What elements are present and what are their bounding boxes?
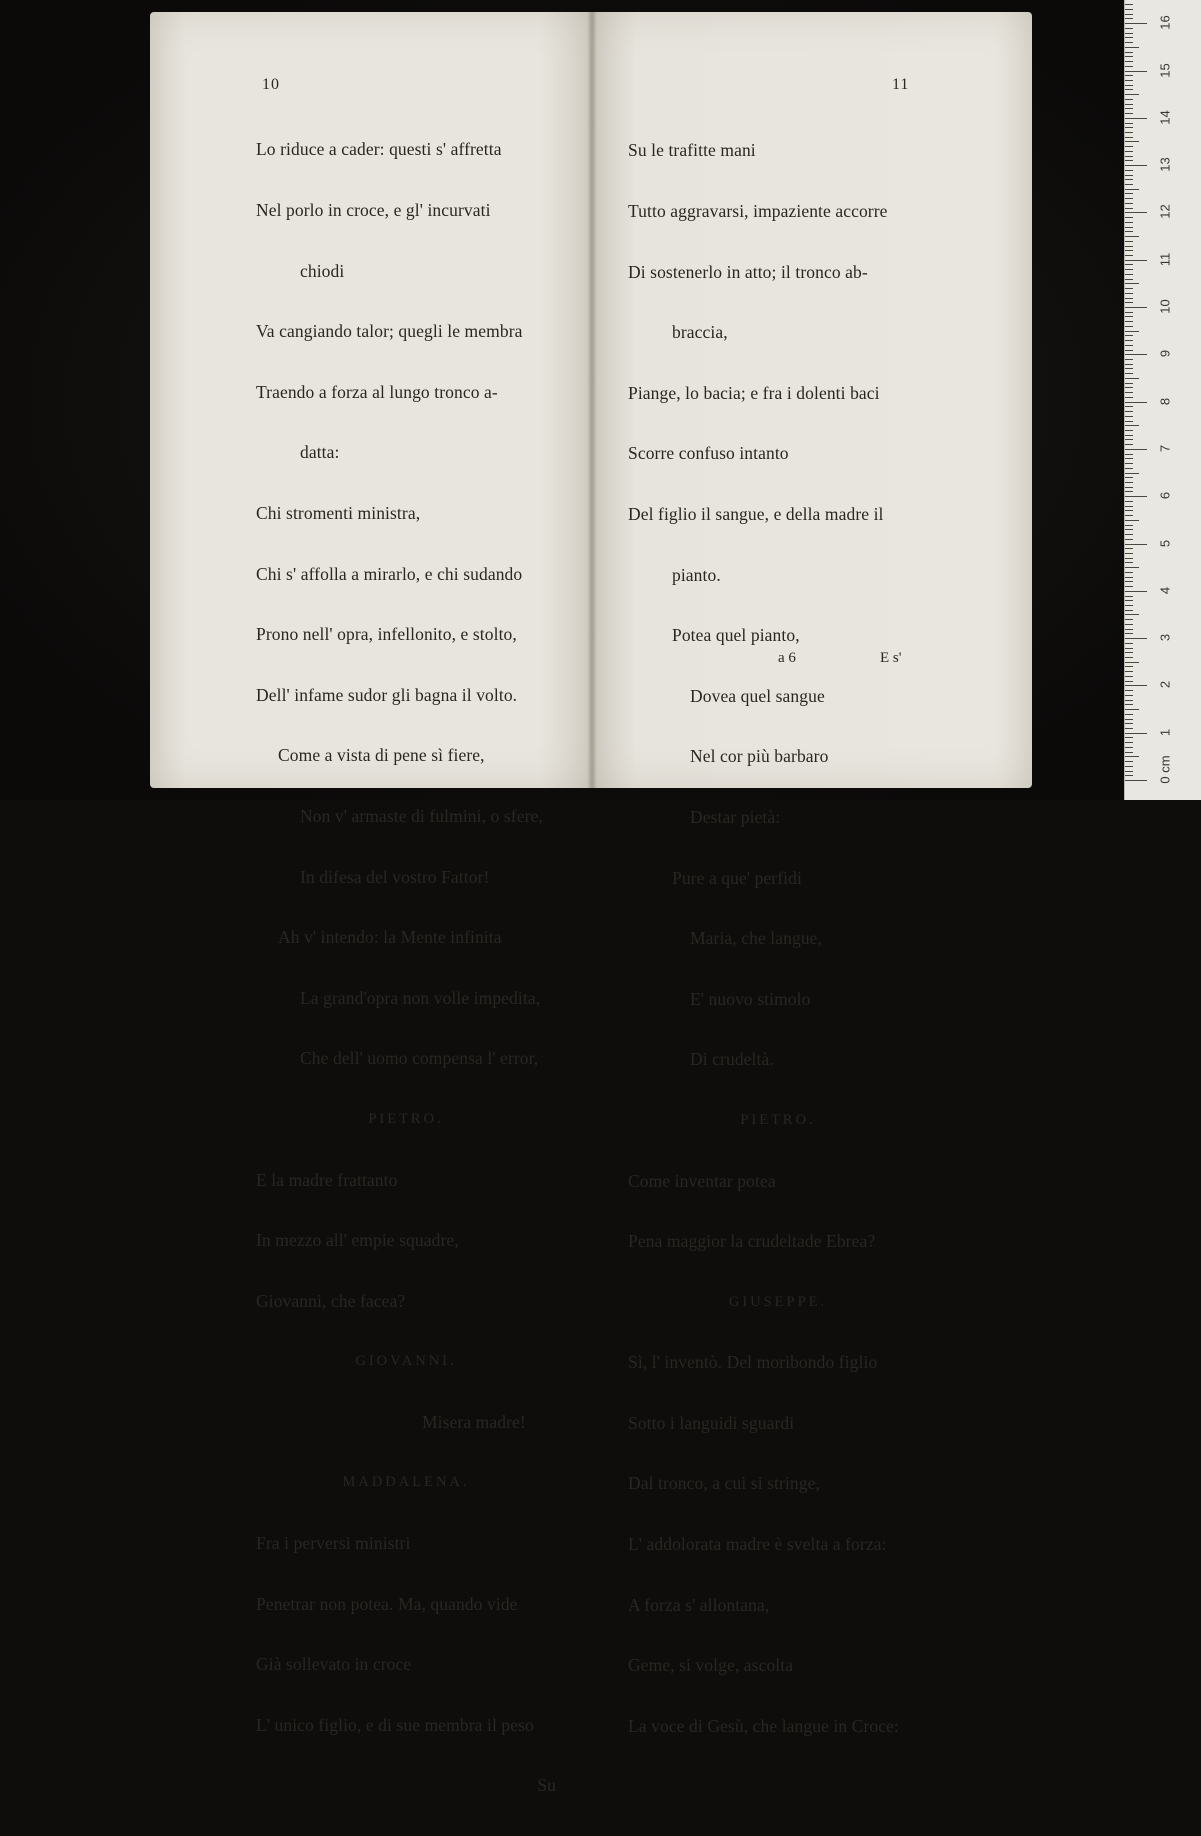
ruler-tick <box>1125 123 1133 124</box>
text-line: L' unico figlio, e di sue membra il peso <box>256 1714 534 1735</box>
ruler-tick <box>1125 633 1133 634</box>
ruler-label: 10 <box>1157 299 1173 314</box>
ruler-tick <box>1125 510 1133 511</box>
ruler-tick <box>1125 321 1133 322</box>
ruler-tick <box>1125 373 1133 374</box>
ruler-tick <box>1125 302 1133 303</box>
text-line: Di sostenerlo in atto; il tronco ab- <box>628 261 868 282</box>
ruler-tick <box>1125 75 1133 76</box>
ruler-tick <box>1125 491 1133 492</box>
ruler-tick <box>1125 175 1133 176</box>
ruler-tick <box>1125 246 1133 247</box>
page-number: 11 <box>892 76 910 93</box>
ruler-tick <box>1125 364 1133 365</box>
ruler-tick <box>1125 392 1133 393</box>
ruler-tick <box>1125 690 1133 691</box>
text-line: Ah v' intendo: la Mente infinita <box>278 927 502 948</box>
speaker-heading: MADDALENA. <box>342 1474 470 1491</box>
ruler-tick <box>1125 250 1133 251</box>
page-number: 10 <box>262 76 280 93</box>
text-line: Nel cor più barbaro <box>690 746 829 767</box>
ruler-tick <box>1125 496 1147 497</box>
speaker-heading: PIETRO. <box>740 1111 816 1128</box>
ruler-tick <box>1125 37 1133 38</box>
ruler-tick <box>1125 331 1139 332</box>
ruler-tick <box>1125 189 1139 190</box>
ruler-label: 6 <box>1157 492 1173 500</box>
ruler-tick <box>1125 752 1133 753</box>
text-line: A forza s' allontana, <box>628 1594 770 1615</box>
text-line: La voce di Gesù, che langue in Croce: <box>628 1715 899 1736</box>
ruler-tick <box>1125 71 1147 72</box>
ruler-tick <box>1125 52 1133 53</box>
ruler-tick <box>1125 458 1133 459</box>
ruler-tick <box>1125 747 1133 748</box>
text-line: Sotto i languidi sguardi <box>628 1412 795 1433</box>
ruler-tick <box>1125 648 1133 649</box>
text-line: Pena maggior la crudeltade Ebrea? <box>628 1231 876 1252</box>
ruler-tick <box>1125 33 1133 34</box>
text-line: L' addolorata madre è svelta a forza: <box>628 1534 887 1555</box>
ruler-tick <box>1125 94 1139 95</box>
ruler-tick <box>1125 208 1133 209</box>
ruler-label: 4 <box>1157 586 1173 594</box>
ruler-tick <box>1125 463 1133 464</box>
ruler-tick <box>1125 383 1133 384</box>
text-line: Tutto aggravarsi, impaziente accorre <box>628 201 888 221</box>
text-line: E la madre frattanto <box>256 1169 398 1190</box>
ruler-tick <box>1125 165 1147 166</box>
ruler-tick <box>1125 179 1133 180</box>
ruler-tick <box>1125 255 1133 256</box>
ruler-tick <box>1125 316 1133 317</box>
ruler-label: 14 <box>1157 110 1173 125</box>
ruler-tick <box>1125 151 1133 152</box>
ruler-tick <box>1125 719 1133 720</box>
text-line: chiodi <box>300 260 345 281</box>
ruler-tick <box>1125 397 1133 398</box>
ruler-tick <box>1125 260 1147 261</box>
ruler-tick <box>1125 203 1133 204</box>
ruler-label: 7 <box>1157 444 1173 453</box>
ruler-tick <box>1125 629 1133 630</box>
text-line: Va cangiando talor; quegli le membra <box>256 321 523 342</box>
ruler-tick <box>1125 274 1133 275</box>
ruler-tick <box>1125 487 1133 488</box>
ruler-tick <box>1125 581 1133 582</box>
ruler-tick <box>1125 723 1133 724</box>
right-page <box>592 12 1032 1736</box>
ruler-tick <box>1125 548 1133 549</box>
ruler-tick <box>1125 160 1133 161</box>
ruler-tick <box>1125 99 1133 100</box>
ruler-tick <box>1125 477 1133 478</box>
ruler-label: 5 <box>1157 539 1173 547</box>
ruler-tick <box>1125 425 1139 426</box>
ruler-tick <box>1125 449 1147 450</box>
ruler-tick <box>1125 269 1133 270</box>
ruler-tick <box>1125 104 1133 105</box>
ruler-tick <box>1125 737 1133 738</box>
ruler-tick <box>1125 416 1133 417</box>
ruler-tick <box>1125 264 1133 265</box>
ruler-tick <box>1125 170 1133 171</box>
ruler-tick <box>1125 610 1133 611</box>
ruler-tick <box>1125 728 1133 729</box>
ruler-tick <box>1125 137 1133 138</box>
ruler-label: 15 <box>1157 62 1173 78</box>
text-line: Dell' infame sudor gli bagna il volto. <box>256 684 518 705</box>
ruler-tick <box>1125 345 1133 346</box>
ruler-tick <box>1125 553 1133 554</box>
ruler-tick <box>1125 572 1133 573</box>
text-line: Dal tronco, a cui si stringe, <box>628 1473 820 1494</box>
text-line: Su le trafitte mani <box>628 140 756 161</box>
text-line: Misera madre! <box>422 1411 526 1432</box>
ruler-tick <box>1125 657 1133 658</box>
ruler-tick <box>1125 66 1133 67</box>
ruler-tick <box>1125 454 1133 455</box>
ruler-tick <box>1125 771 1133 772</box>
ruler-tick <box>1125 709 1139 710</box>
ruler-tick <box>1125 596 1133 597</box>
ruler-tick <box>1125 141 1139 142</box>
text-line: Del figlio il sangue, e della madre il <box>628 503 884 524</box>
catchword: E s' <box>880 650 902 666</box>
ruler-tick <box>1125 335 1133 336</box>
ruler-tick <box>1125 354 1147 355</box>
ruler-label: 11 <box>1157 252 1173 266</box>
ruler-tick <box>1125 780 1147 781</box>
ruler-tick <box>1125 9 1133 10</box>
ruler-tick <box>1125 742 1133 743</box>
ruler-label: 0 cm <box>1157 755 1173 784</box>
ruler-tick <box>1125 638 1147 639</box>
ruler-tick <box>1125 652 1133 653</box>
ruler-tick <box>1125 577 1133 578</box>
ruler-tick <box>1125 534 1133 535</box>
ruler-tick <box>1125 766 1133 767</box>
text-line: In difesa del vostro Fattor! <box>300 866 490 887</box>
ruler-tick <box>1125 614 1139 615</box>
ruler-tick <box>1125 85 1133 86</box>
ruler-tick <box>1125 293 1133 294</box>
text-line: datta: <box>300 442 340 463</box>
text-line: Piange, lo bacia; e fra i dolenti baci <box>628 382 880 403</box>
ruler-tick <box>1125 539 1133 540</box>
ruler-tick <box>1125 312 1133 313</box>
ruler-tick <box>1125 666 1133 667</box>
text-line: Maria, che langue, <box>690 928 823 949</box>
ruler-tick <box>1125 326 1133 327</box>
ruler-tick <box>1125 387 1133 388</box>
ruler-label: 9 <box>1157 350 1173 358</box>
ruler-tick <box>1125 231 1133 232</box>
ruler-tick <box>1125 132 1133 133</box>
ruler-tick <box>1125 662 1139 663</box>
ruler-tick <box>1125 56 1133 57</box>
ruler-tick <box>1125 89 1133 90</box>
text-line: Fra i perversi ministri <box>256 1533 411 1554</box>
text-line: Come a vista di pene sì fiere, <box>278 745 485 766</box>
ruler-tick <box>1125 643 1133 644</box>
ruler-tick <box>1125 775 1133 776</box>
ruler-tick <box>1125 47 1139 48</box>
ruler-tick <box>1125 473 1139 474</box>
left-page <box>150 12 592 1796</box>
ruler-tick <box>1125 695 1133 696</box>
ruler-tick <box>1125 14 1133 15</box>
ruler-tick <box>1125 700 1133 701</box>
text-line: Destar pietà: <box>690 806 781 827</box>
ruler-tick <box>1125 733 1147 734</box>
ruler-tick <box>1125 61 1133 62</box>
ruler-label: 12 <box>1157 204 1173 220</box>
ruler-tick <box>1125 402 1147 403</box>
text-line: In mezzo all' empie squadre, <box>256 1230 459 1251</box>
text-line: Potea quel pianto, <box>672 625 800 646</box>
ruler-label: 3 <box>1157 633 1173 642</box>
ruler-label: 16 <box>1157 15 1173 30</box>
text-line: Geme, si volge, ascolta <box>628 1655 794 1676</box>
text-line: Di crudeltà. <box>690 1049 774 1070</box>
text-line: Scorre confuso intanto <box>628 443 789 464</box>
ruler-tick <box>1125 378 1139 379</box>
speaker-heading: GIOVANNI. <box>355 1353 457 1370</box>
ruler-tick <box>1125 307 1147 308</box>
text-line: pianto. <box>672 564 721 585</box>
ruler-tick <box>1125 439 1133 440</box>
ruler-tick <box>1125 156 1133 157</box>
text-line: Prono nell' opra, infellonito, e stolto, <box>256 624 517 645</box>
text-line: Dovea quel sangue <box>690 685 825 706</box>
ruler-tick <box>1125 4 1133 5</box>
ruler-tick <box>1125 80 1133 81</box>
ruler-tick <box>1125 146 1133 147</box>
ruler-tick <box>1125 567 1139 568</box>
ruler-tick <box>1125 558 1133 559</box>
ruler-tick <box>1125 127 1133 128</box>
ruler-tick <box>1125 359 1133 360</box>
ruler-tick <box>1125 482 1133 483</box>
ruler-tick <box>1125 113 1133 114</box>
ruler-tick <box>1125 529 1133 530</box>
ruler-tick <box>1125 619 1133 620</box>
ruler-tick <box>1125 685 1147 686</box>
ruler-tick <box>1125 756 1139 757</box>
ruler-tick <box>1125 198 1133 199</box>
right-page-text <box>628 100 928 1776</box>
speaker-heading: PIETRO. <box>368 1110 444 1127</box>
ruler-tick <box>1125 501 1133 502</box>
open-book <box>150 12 1032 1796</box>
ruler-tick <box>1125 586 1133 587</box>
text-line: Che dell' uomo compensa l' error, <box>300 1048 539 1069</box>
ruler-tick <box>1125 544 1147 545</box>
ruler-tick <box>1125 23 1147 24</box>
ruler-tick <box>1125 340 1133 341</box>
text-line: La grand'opra non volle impedita, <box>300 987 541 1008</box>
ruler-tick <box>1125 108 1133 109</box>
text-line: Penetrar non potea. Ma, quando vide <box>256 1593 518 1614</box>
ruler-tick <box>1125 184 1133 185</box>
ruler-tick <box>1125 430 1133 431</box>
ruler-tick <box>1125 676 1133 677</box>
ruler-tick <box>1125 624 1133 625</box>
ruler-tick <box>1125 241 1133 242</box>
text-line: Non v' armaste di fulmini, o sfere, <box>300 805 543 826</box>
ruler-tick <box>1125 714 1133 715</box>
ruler-tick <box>1125 406 1133 407</box>
ruler-tick <box>1125 525 1133 526</box>
catchword: Su <box>537 1775 556 1796</box>
ruler-tick <box>1125 368 1133 369</box>
ruler-tick <box>1125 591 1147 592</box>
ruler-tick <box>1125 279 1133 280</box>
text-line: Già sollevato in croce <box>256 1654 412 1675</box>
ruler-tick <box>1125 28 1133 29</box>
ruler-tick <box>1125 761 1133 762</box>
ruler-tick <box>1125 283 1139 284</box>
ruler-label: 1 <box>1157 728 1173 736</box>
ruler-tick <box>1125 236 1139 237</box>
ruler-tick <box>1125 671 1133 672</box>
ruler-tick <box>1125 468 1133 469</box>
book-gutter <box>587 12 597 788</box>
text-line: Chi s' affolla a mirarlo, e chi sudando <box>256 563 523 584</box>
ruler-tick <box>1125 288 1133 289</box>
ruler-tick <box>1125 411 1133 412</box>
text-line: Pure a que' perfidi <box>672 867 802 888</box>
ruler-tick <box>1125 118 1147 119</box>
text-line: braccia, <box>672 322 728 343</box>
ruler-tick <box>1125 212 1147 213</box>
signature-mark: a 6 <box>778 650 796 666</box>
ruler-tick <box>1125 605 1133 606</box>
ruler-tick <box>1125 506 1133 507</box>
ruler-tick <box>1125 600 1133 601</box>
ruler-tick <box>1125 704 1133 705</box>
ruler-tick <box>1125 515 1133 516</box>
ruler-tick <box>1125 193 1133 194</box>
ruler-tick <box>1125 18 1133 19</box>
ruler-tick <box>1125 217 1133 218</box>
text-line: Giovanni, che facea? <box>256 1290 406 1311</box>
ruler-tick <box>1125 681 1133 682</box>
measurement-ruler <box>1124 0 1201 800</box>
ruler-tick <box>1125 350 1133 351</box>
speaker-heading: GIUSEPPE. <box>728 1293 828 1310</box>
ruler-tick <box>1125 222 1133 223</box>
ruler-tick <box>1125 520 1139 521</box>
ruler-tick <box>1125 227 1133 228</box>
ruler-tick <box>1125 562 1133 563</box>
text-line: E' nuovo stimolo <box>690 988 811 1009</box>
text-line: Nel porlo in croce, e gl' incurvati <box>256 200 491 220</box>
ruler-tick <box>1125 444 1133 445</box>
text-line: Chi stromenti ministra, <box>256 502 421 523</box>
ruler-label: 2 <box>1157 681 1173 689</box>
text-line: Sì, l' inventò. Del moribondo figlio <box>628 1352 878 1373</box>
ruler-tick <box>1125 421 1133 422</box>
ruler-label: 8 <box>1157 397 1173 405</box>
text-line: Come inventar potea <box>628 1170 776 1191</box>
ruler-tick <box>1125 42 1133 43</box>
ruler-tick <box>1125 298 1133 299</box>
left-page-text <box>256 99 556 1836</box>
text-line: Traendo a forza al lungo tronco a- <box>256 381 498 402</box>
ruler-tick <box>1125 435 1133 436</box>
text-line: Lo riduce a cader: questi s' affretta <box>256 139 502 160</box>
ruler-label: 13 <box>1157 157 1173 172</box>
